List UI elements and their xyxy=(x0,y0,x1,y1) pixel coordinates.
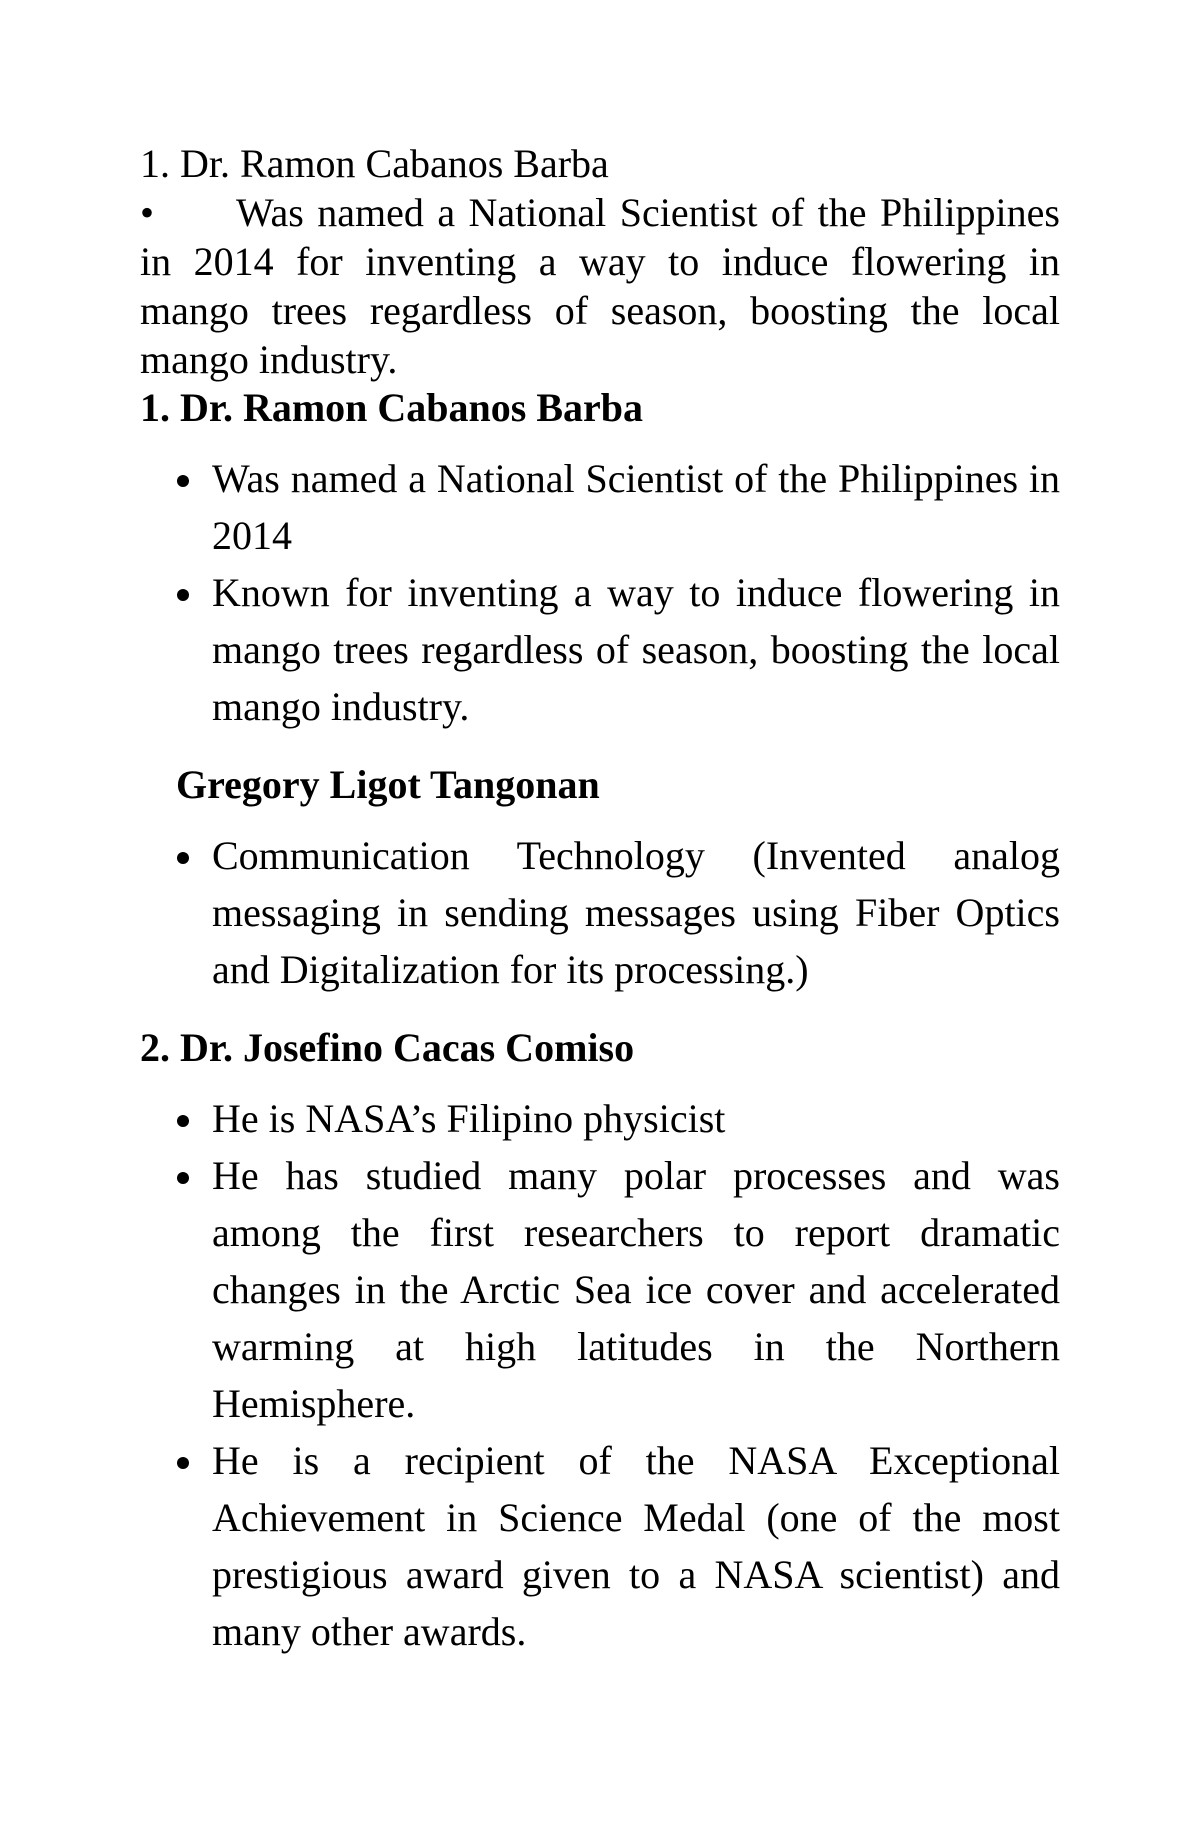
intro-paragraph xyxy=(140,188,1060,384)
section-heading-tangonan: Gregory Ligot Tangonan xyxy=(176,762,600,807)
intro-heading: 1. Dr. Ramon Cabanos Barba xyxy=(140,141,609,186)
list-item xyxy=(140,1147,1060,1432)
document-page xyxy=(140,140,1060,1660)
list-item xyxy=(140,1432,1060,1660)
bullet-icon xyxy=(177,589,189,601)
intro-bullet-symbol: • xyxy=(140,190,155,235)
bullet-icon xyxy=(177,1172,189,1184)
list-item-text: Known for inventing a way to induce flowering in mango trees regardless of season, boosting the local mango industry. xyxy=(212,570,1060,729)
bullet-icon xyxy=(177,1115,189,1127)
bullet-list-tangonan xyxy=(140,827,1060,998)
list-item xyxy=(140,450,1060,564)
bullet-list-barba xyxy=(140,450,1060,735)
bullet-icon xyxy=(177,852,189,864)
section-heading-comiso: 2. Dr. Josefino Cacas Comiso xyxy=(140,1025,635,1070)
section-heading-barba: 1. Dr. Ramon Cabanos Barba xyxy=(140,385,644,430)
list-item xyxy=(140,564,1060,735)
list-item-text: He is NASA’s Filipino physicist xyxy=(212,1096,726,1141)
bullet-icon xyxy=(177,1457,189,1469)
intro-paragraph-text: Was named a National Scientist of the Philippines in 2014 for inventing a way to induce flowering in mango trees regardless of season, boosting the local mango industry. xyxy=(140,190,1060,382)
list-item xyxy=(140,827,1060,998)
list-item-text: Was named a National Scientist of the Philippines in 2014 xyxy=(212,456,1060,558)
list-item-text: He has studied many polar processes and was among the first researchers to report dramatic changes in the Arctic Sea ice cover and accelerated warming at high latitudes in the Northern Hemisphere. xyxy=(212,1153,1060,1426)
list-item-text: He is a recipient of the NASA Exceptional Achievement in Science Medal (one of the most prestigious award given to a NASA scientist) and many other awards. xyxy=(212,1438,1060,1654)
bullet-icon xyxy=(177,475,189,487)
list-item xyxy=(140,1090,1060,1147)
list-item-text: Communication Technology (Invented analog messaging in sending messages using Fiber Optics and Digitalization for its processing.) xyxy=(212,833,1060,992)
bullet-list-comiso xyxy=(140,1090,1060,1660)
